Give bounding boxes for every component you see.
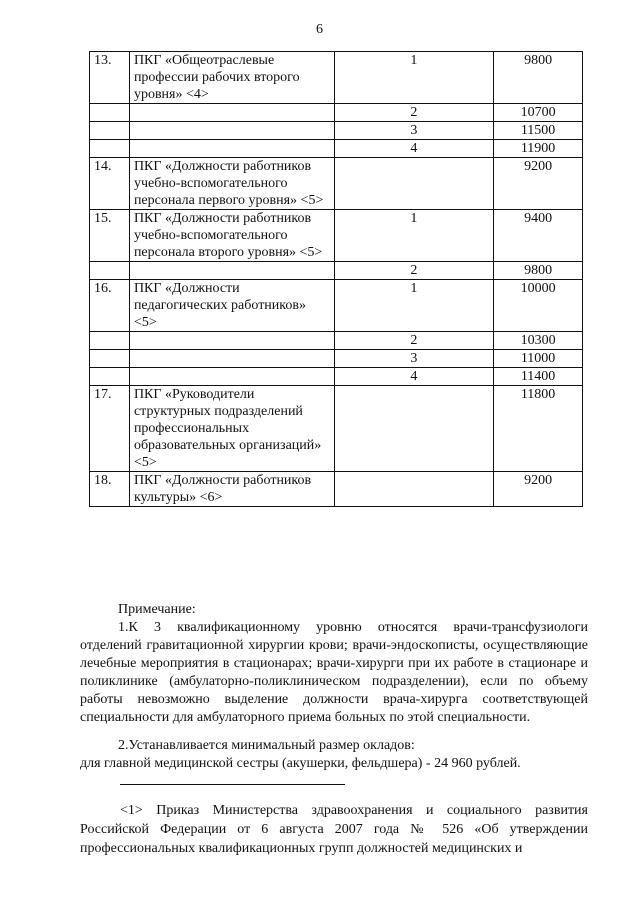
salary-cell: 9800 [494,262,583,280]
group-name-cell: ПКГ «Должности работников учебно-вспомогательного персонала первого уровня» <5> [129,158,334,210]
group-name-cell [129,104,334,122]
row-number-cell: 13. [90,52,130,104]
salary-cell: 11900 [494,140,583,158]
qualification-level-cell: 2 [334,262,493,280]
salary-cell: 9200 [494,472,583,507]
row-number-cell [90,122,130,140]
salary-table [89,51,583,507]
salary-cell: 10300 [494,332,583,350]
qualification-level-cell [334,386,493,472]
qualification-level-cell: 1 [334,210,493,262]
row-number-cell [90,368,130,386]
salary-cell: 11000 [494,350,583,368]
group-name-cell [129,332,334,350]
note-paragraph-2: 2.Устанавливается минимальный размер окладов: [118,738,415,753]
salary-cell: 9400 [494,210,583,262]
group-name-cell [129,122,334,140]
salary-cell: 11400 [494,368,583,386]
salary-cell: 10700 [494,104,583,122]
table-row [90,472,583,507]
table-row [90,104,583,122]
group-name-cell [129,262,334,280]
table-row [90,368,583,386]
group-name-cell: ПКГ «Руководители структурных подразделений профессиональных образовательных организаций» <5> [129,386,334,472]
row-number-cell: 16. [90,280,130,332]
group-name-cell [129,368,334,386]
salary-cell: 10000 [494,280,583,332]
salary-cell: 11500 [494,122,583,140]
qualification-level-cell: 3 [334,350,493,368]
qualification-level-cell: 1 [334,52,493,104]
group-name-cell: ПКГ «Должности педагогических работников» <5> [129,280,334,332]
group-name-cell [129,350,334,368]
group-name-cell: ПКГ «Общеотраслевые профессии рабочих второго уровня» <4> [129,52,334,104]
table-row [90,122,583,140]
table-row [90,350,583,368]
row-number-cell: 15. [90,210,130,262]
table-row [90,140,583,158]
page-number: 6 [316,22,323,37]
qualification-level-cell: 1 [334,280,493,332]
table-row [90,158,583,210]
group-name-cell [129,140,334,158]
salary-cell: 9800 [494,52,583,104]
group-name-cell: ПКГ «Должности работников учебно-вспомогательного персонала второго уровня» <5> [129,210,334,262]
note-paragraph-2-detail: для главной медицинской сестры (акушерки, фельдшера) - 24 960 рублей. [80,756,521,771]
qualification-level-cell: 4 [334,368,493,386]
salary-cell: 9200 [494,158,583,210]
row-number-cell: 14. [90,158,130,210]
row-number-cell [90,350,130,368]
qualification-level-cell: 4 [334,140,493,158]
row-number-cell [90,104,130,122]
qualification-level-cell: 2 [334,104,493,122]
table-row [90,332,583,350]
table-row [90,262,583,280]
row-number-cell [90,140,130,158]
salary-cell: 11800 [494,386,583,472]
table-row [90,280,583,332]
group-name-cell: ПКГ «Должности работников культуры» <6> [129,472,334,507]
row-number-cell: 18. [90,472,130,507]
row-number-cell: 17. [90,386,130,472]
qualification-level-cell: 2 [334,332,493,350]
table-row [90,386,583,472]
note-title: Примечание: [118,602,196,617]
qualification-level-cell [334,158,493,210]
footnote-divider [120,784,345,785]
table-row [90,52,583,104]
note-paragraph-1: 1.К 3 квалификационному уровню относятся врачи-трансфузиологи отделений гравитационной хирургии крови; врачи-эндоскописты, осуществляющие лечебные мероприятия в стационарах; врачи-хирурги при их работе в стационаре и поликлинике (амбулаторно-поликлиническом подразделении), если по объему работы невозможно выделение должности врача-хирурга соответствующей специальности для амбулаторного приема больных по этой специальности. [80,620,588,725]
table-row [90,210,583,262]
footnote-1: <1> Приказ Министерства здравоохранения и социального развития Российской Федерации от 6 августа 2007 года № 526 «Об утверждении профессиональных квалификационных групп должностей медицинских и [80,803,588,856]
qualification-level-cell: 3 [334,122,493,140]
row-number-cell [90,262,130,280]
row-number-cell [90,332,130,350]
qualification-level-cell [334,472,493,507]
